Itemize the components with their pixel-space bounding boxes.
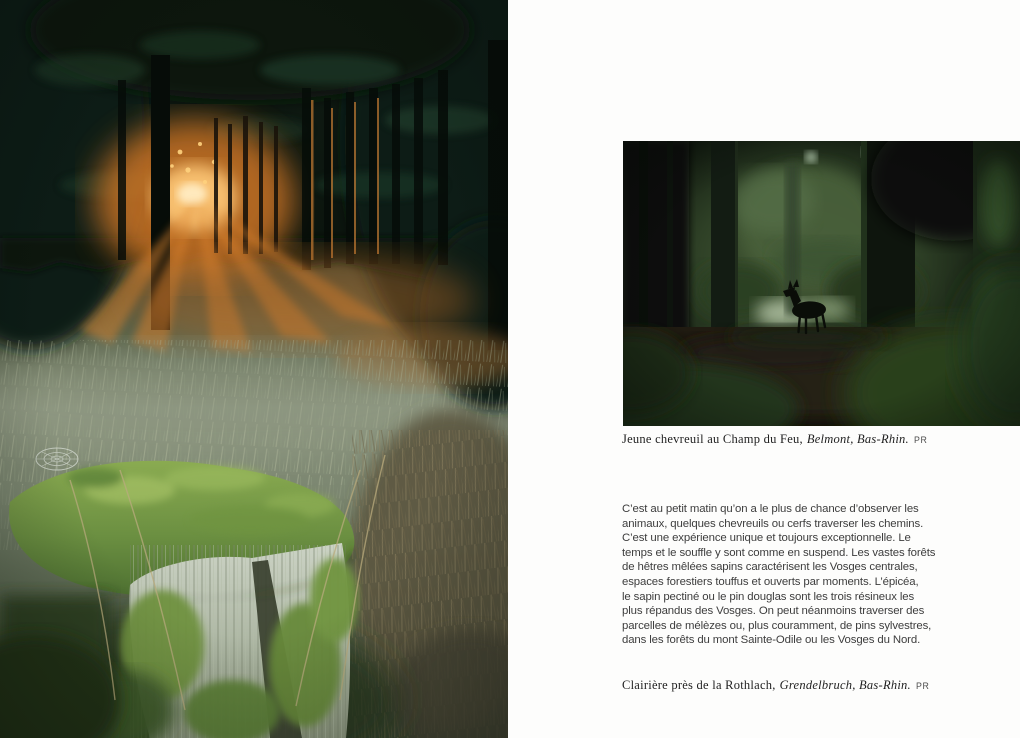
caption-top-text: Jeune chevreuil au Champ du Feu, bbox=[622, 432, 803, 446]
caption-top bbox=[622, 432, 928, 447]
caption-bottom bbox=[622, 678, 930, 693]
photo-forest-dawn bbox=[0, 0, 508, 738]
body-line: plus répandus des Vosges. On peut néanmoins traverser des bbox=[622, 605, 925, 618]
body-line: le sapin pectiné ou le pin douglas sont les trois résineux les bbox=[622, 590, 915, 603]
caption-bottom-credit: PR bbox=[915, 681, 930, 691]
caption-bottom-text: Clairière près de la Rothlach, bbox=[622, 678, 776, 692]
caption-top-credit: PR bbox=[913, 435, 928, 445]
body-line: animaux, quelques chevreuils ou cerfs traverser les chemins. bbox=[622, 517, 924, 530]
roe-deer-illustration bbox=[623, 141, 1020, 426]
body-line: C’est une expérience unique et toujours exceptionnelle. Le bbox=[622, 532, 911, 545]
body-line: de hêtres mêlées sapins caractérisent les Vosges centrales, bbox=[622, 561, 918, 574]
photo-roe-deer bbox=[623, 141, 1020, 426]
body-line: espaces forestiers touffus et ouverts par moments. L’épicéa, bbox=[622, 575, 919, 588]
caption-top-location: Belmont, Bas-Rhin. bbox=[806, 432, 909, 446]
body-paragraph bbox=[622, 502, 936, 648]
body-line: temps et le souffle y sont comme en suspend. Les vastes forêts bbox=[622, 546, 936, 559]
caption-bottom-location: Grendelbruch, Bas-Rhin. bbox=[779, 678, 911, 692]
body-line: dans les forêts du mont Sainte-Odile ou les Vosges du Nord. bbox=[622, 634, 921, 647]
body-line: parcelles de mélèzes ou, plus couramment, de pins sylvestres, bbox=[622, 619, 932, 632]
body-line: C’est au petit matin qu’on a le plus de chance d’observer les bbox=[622, 503, 919, 515]
forest-dawn-illustration bbox=[0, 0, 508, 738]
